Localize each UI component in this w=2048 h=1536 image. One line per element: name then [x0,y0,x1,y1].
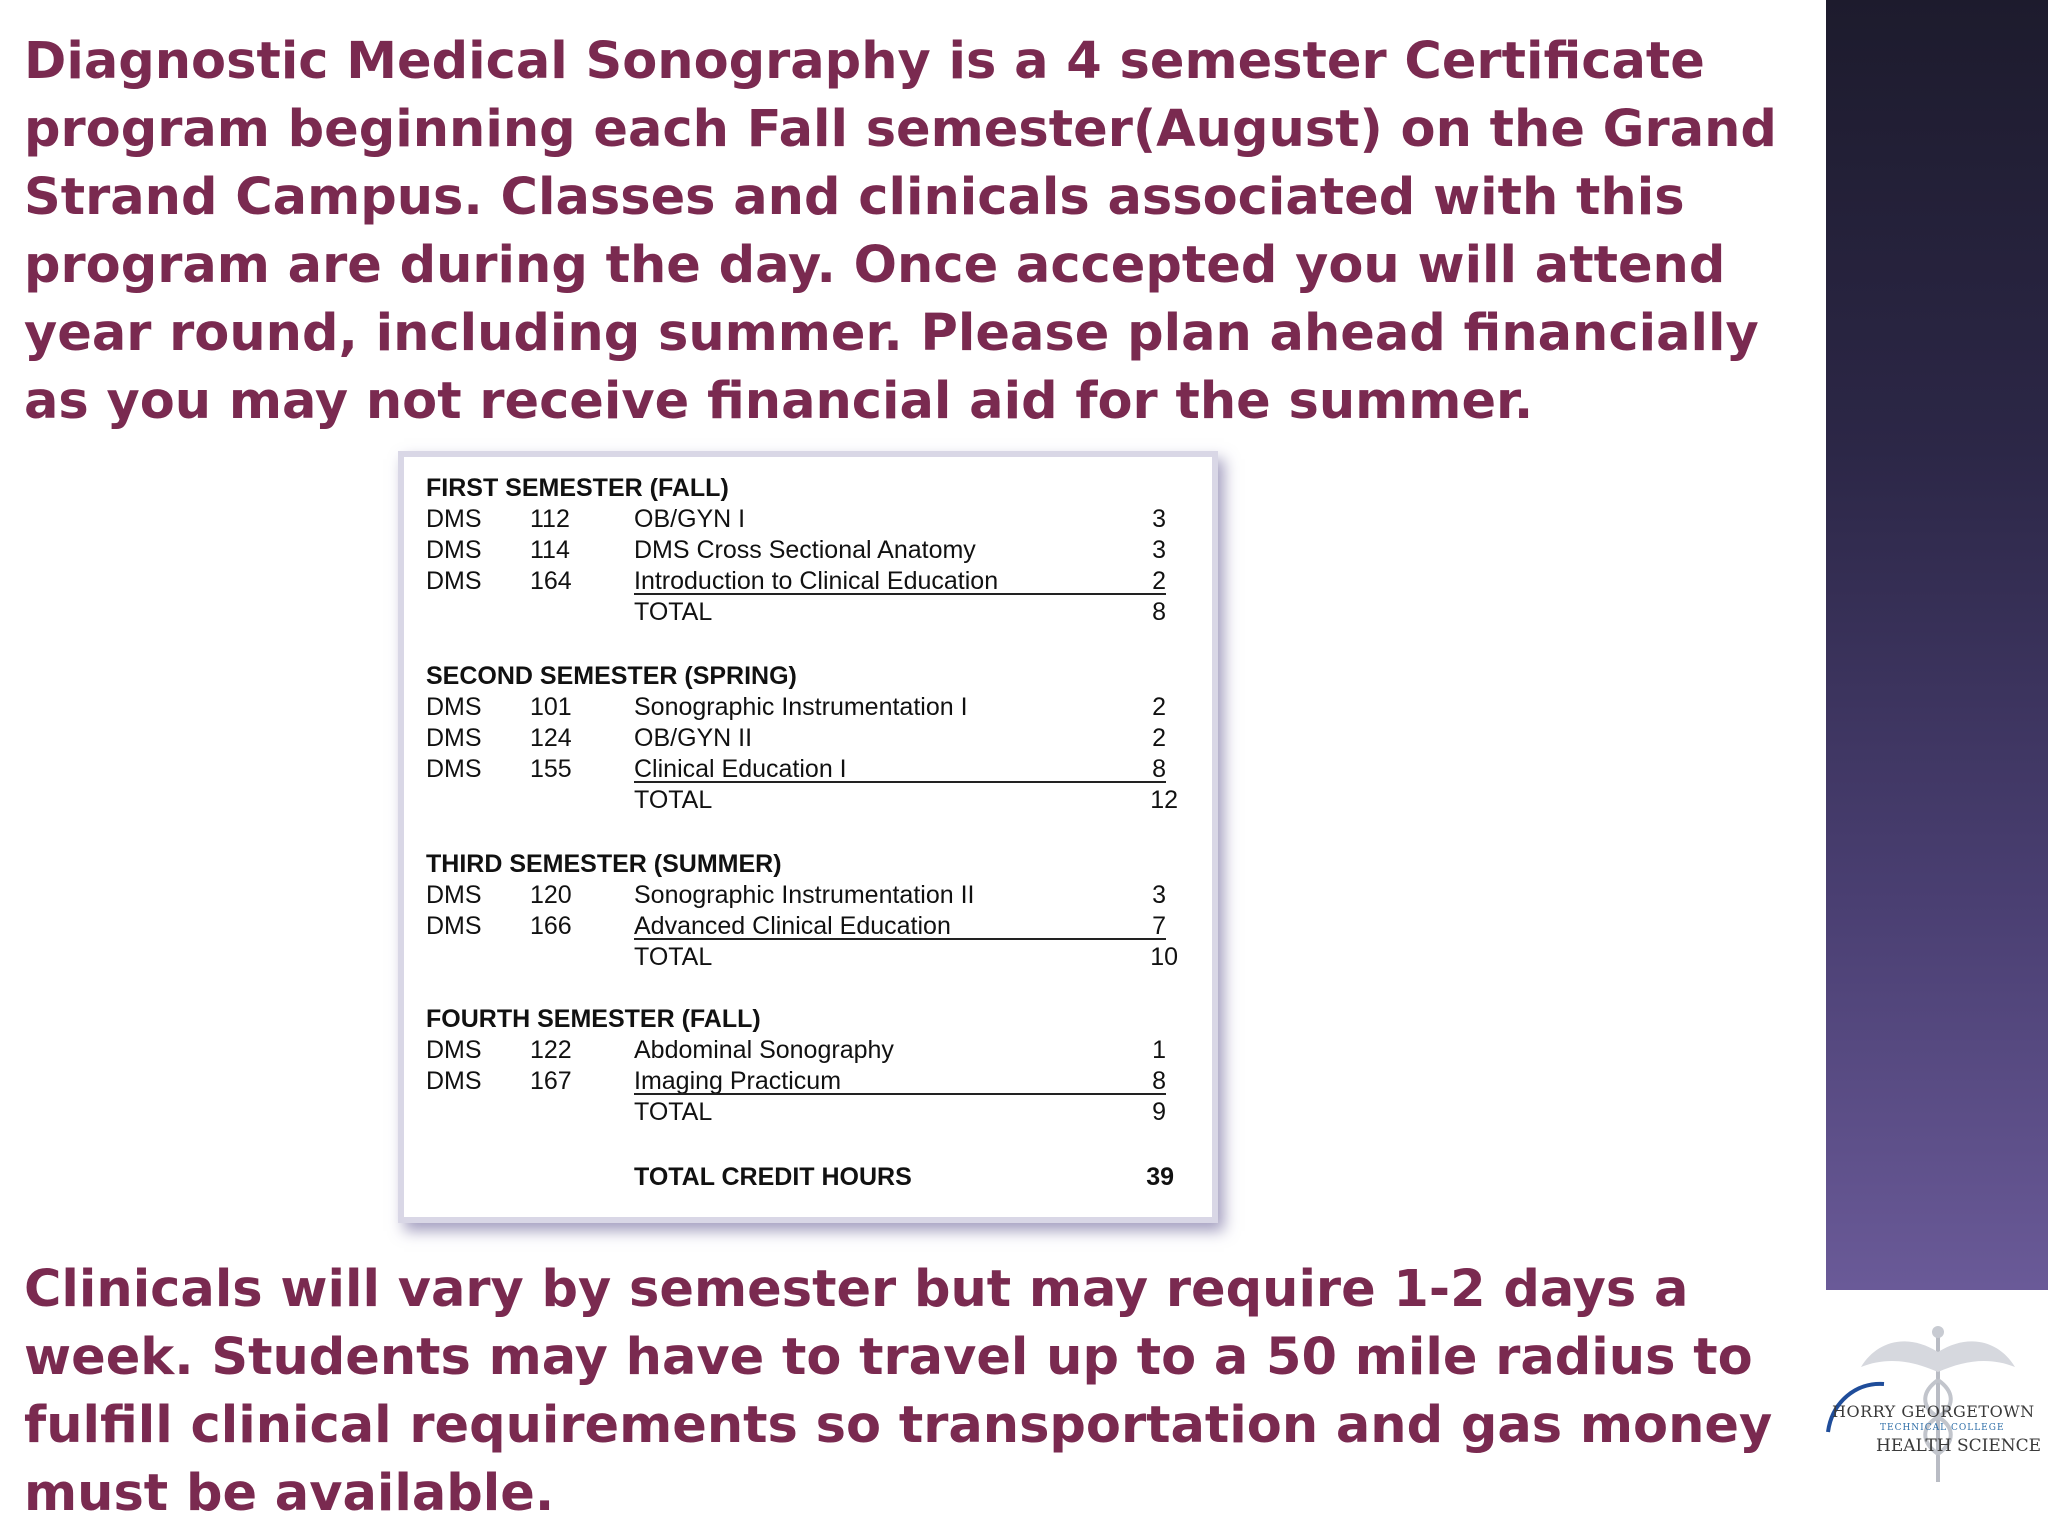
clinicals-paragraph: Clinicals will vary by semester but may require 1-2 days a week. Students may have to travel up to a 50 mile radius to fulfill clinical requirements so transportation and gas money must be available. [24,1260,1773,1523]
course-title: OB/GYN II [634,724,753,752]
college-logo [1806,1322,2042,1492]
course-credits: 3 [1152,881,1166,909]
course-dept: DMS [426,912,482,940]
course-number: 164 [530,567,572,595]
total-label: TOTAL [634,943,713,971]
course-title: Introduction to Clinical Education [634,567,999,595]
course-credits: 7 [1152,912,1166,940]
course-credits: 1 [1152,1036,1166,1064]
course-credits: 2 [1152,693,1166,721]
course-title: Clinical Education I [634,755,847,783]
course-credits: 8 [1152,1067,1166,1095]
course-number: 122 [530,1036,572,1064]
course-row [426,880,1166,911]
course-dept: DMS [426,724,482,752]
total-label: TOTAL [634,786,713,814]
decorative-side-band [1826,0,2048,1290]
semester-total-row [426,785,1178,816]
course-number: 101 [530,693,572,721]
total-value: 8 [1152,598,1166,626]
semester-4 [426,1003,1166,1128]
course-row [426,1035,1166,1066]
course-title: Imaging Practicum [634,1067,842,1095]
total-label: TOTAL [634,598,713,626]
course-title: Advanced Clinical Education [634,912,951,940]
curriculum-table [398,451,1218,1223]
course-dept: DMS [426,1067,482,1095]
course-title: DMS Cross Sectional Anatomy [634,536,976,564]
total-label: TOTAL [634,1098,713,1126]
grand-total-label: TOTAL CREDIT HOURS [634,1163,912,1191]
total-value: 9 [1152,1098,1166,1126]
course-row [426,723,1166,754]
course-dept: DMS [426,693,482,721]
course-dept: DMS [426,1036,482,1064]
grand-total-row [426,1161,1174,1193]
logo-line-3: HEALTH SCIENCE [1876,1436,2042,1456]
course-credits: 3 [1152,505,1166,533]
course-title: OB/GYN I [634,505,746,533]
course-number: 124 [530,724,572,752]
course-row [426,754,1166,785]
semester-total-row [426,1097,1166,1128]
course-credits: 3 [1152,536,1166,564]
course-title: Sonographic Instrumentation II [634,881,975,909]
grand-total-value: 39 [1146,1163,1174,1191]
course-number: 120 [530,881,572,909]
course-row [426,692,1166,723]
course-row [426,911,1166,942]
course-title: Sonographic Instrumentation I [634,693,968,721]
course-number: 112 [530,505,570,533]
semester-1 [426,472,1166,628]
course-number: 114 [530,536,570,564]
course-credits: 2 [1152,724,1166,752]
intro-paragraph: Diagnostic Medical Sonography is a 4 semester Certificate program beginning each Fall semester(August) on the Grand Strand Campus. Classes and clinicals associated with this program are during the day. Once accepted you will attend year round, including summer. Please plan ahead financially as you may not receive financial aid for the summer. [24,32,1777,431]
semester-title: FOURTH SEMESTER (FALL) [426,1005,761,1033]
course-dept: DMS [426,536,482,564]
total-value: 12 [1150,786,1178,814]
course-title: Abdominal Sonography [634,1036,894,1064]
semester-title: SECOND SEMESTER (SPRING) [426,662,797,690]
course-number: 166 [530,912,572,940]
course-credits: 8 [1152,755,1166,783]
course-row [426,535,1166,566]
semester-total-row [426,942,1178,973]
semester-title: FIRST SEMESTER (FALL) [426,474,729,502]
semester-title: THIRD SEMESTER (SUMMER) [426,850,782,878]
course-credits: 2 [1152,567,1166,595]
semester-2 [426,660,1178,816]
logo-line-1: HORRY GEORGETOWN [1832,1402,2035,1421]
course-dept: DMS [426,505,482,533]
semester-3 [426,848,1178,973]
course-row [426,504,1166,535]
course-row [426,566,1166,597]
semester-total-row [426,597,1166,628]
logo-line-2: TECHNICAL COLLEGE [1880,1423,2005,1433]
course-dept: DMS [426,755,482,783]
course-dept: DMS [426,567,482,595]
course-row [426,1066,1166,1097]
course-number: 167 [530,1067,572,1095]
course-number: 155 [530,755,572,783]
course-dept: DMS [426,881,482,909]
total-value: 10 [1150,943,1178,971]
